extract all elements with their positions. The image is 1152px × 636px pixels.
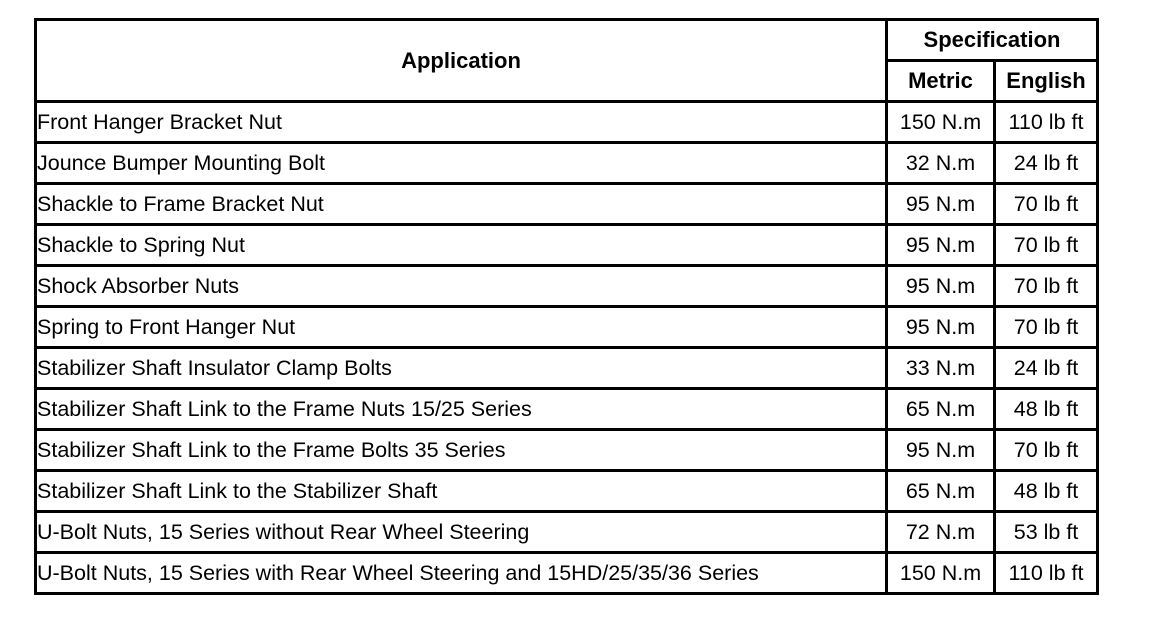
table-row xyxy=(37,472,1096,513)
table-row xyxy=(37,103,1096,144)
english-value-cell: 24 lb ft xyxy=(996,349,1096,390)
application-cell: Shackle to Frame Bracket Nut xyxy=(37,185,888,226)
table-row xyxy=(37,185,1096,226)
metric-value-cell: 33 N.m xyxy=(888,349,996,390)
english-value-cell: 70 lb ft xyxy=(996,431,1096,472)
application-cell: Stabilizer Shaft Insulator Clamp Bolts xyxy=(37,349,888,390)
application-cell: Stabilizer Shaft Link to the Frame Bolts 35 Series xyxy=(37,431,888,472)
metric-value-cell: 32 N.m xyxy=(888,144,996,185)
application-column-header: Application xyxy=(37,21,888,103)
english-value-cell: 70 lb ft xyxy=(996,185,1096,226)
english-value-cell: 24 lb ft xyxy=(996,144,1096,185)
english-value-cell: 53 lb ft xyxy=(996,513,1096,554)
metric-value-cell: 95 N.m xyxy=(888,431,996,472)
english-value-cell: 48 lb ft xyxy=(996,390,1096,431)
table-row xyxy=(37,513,1096,554)
application-cell: Shackle to Spring Nut xyxy=(37,226,888,267)
torque-specification-table xyxy=(34,18,1099,595)
english-value-cell: 70 lb ft xyxy=(996,267,1096,308)
table-row xyxy=(37,390,1096,431)
english-value-cell: 70 lb ft xyxy=(996,226,1096,267)
application-cell: Stabilizer Shaft Link to the Stabilizer Shaft xyxy=(37,472,888,513)
table-row xyxy=(37,431,1096,472)
table-row xyxy=(37,554,1096,592)
metric-value-cell: 95 N.m xyxy=(888,226,996,267)
metric-value-cell: 65 N.m xyxy=(888,390,996,431)
metric-value-cell: 72 N.m xyxy=(888,513,996,554)
metric-column-header: Metric xyxy=(888,62,996,103)
english-value-cell: 48 lb ft xyxy=(996,472,1096,513)
application-cell: U-Bolt Nuts, 15 Series without Rear Wheel Steering xyxy=(37,513,888,554)
table-body xyxy=(37,103,1096,592)
metric-value-cell: 150 N.m xyxy=(888,103,996,144)
application-cell: Jounce Bumper Mounting Bolt xyxy=(37,144,888,185)
table-header xyxy=(37,21,1096,103)
english-value-cell: 70 lb ft xyxy=(996,308,1096,349)
table-row xyxy=(37,349,1096,390)
application-cell: Spring to Front Hanger Nut xyxy=(37,308,888,349)
table-row xyxy=(37,144,1096,185)
metric-value-cell: 150 N.m xyxy=(888,554,996,592)
table-row xyxy=(37,308,1096,349)
english-column-header: English xyxy=(996,62,1096,103)
english-value-cell: 110 lb ft xyxy=(1008,561,1084,585)
application-cell: Front Hanger Bracket Nut xyxy=(37,103,888,144)
metric-value-cell: 65 N.m xyxy=(888,472,996,513)
english-value-cell: 110 lb ft xyxy=(996,103,1096,144)
application-cell: U-Bolt Nuts, 15 Series with Rear Wheel Steering and 15HD/25/35/36 Series xyxy=(37,554,888,592)
application-cell: Shock Absorber Nuts xyxy=(37,267,888,308)
metric-value-cell: 95 N.m xyxy=(888,308,996,349)
application-cell: Stabilizer Shaft Link to the Frame Nuts 15/25 Series xyxy=(37,390,888,431)
table-row xyxy=(37,226,1096,267)
table-row xyxy=(37,267,1096,308)
specification-column-header: Specification xyxy=(888,21,1096,62)
metric-value-cell: 95 N.m xyxy=(888,185,996,226)
metric-value-cell: 95 N.m xyxy=(888,267,996,308)
